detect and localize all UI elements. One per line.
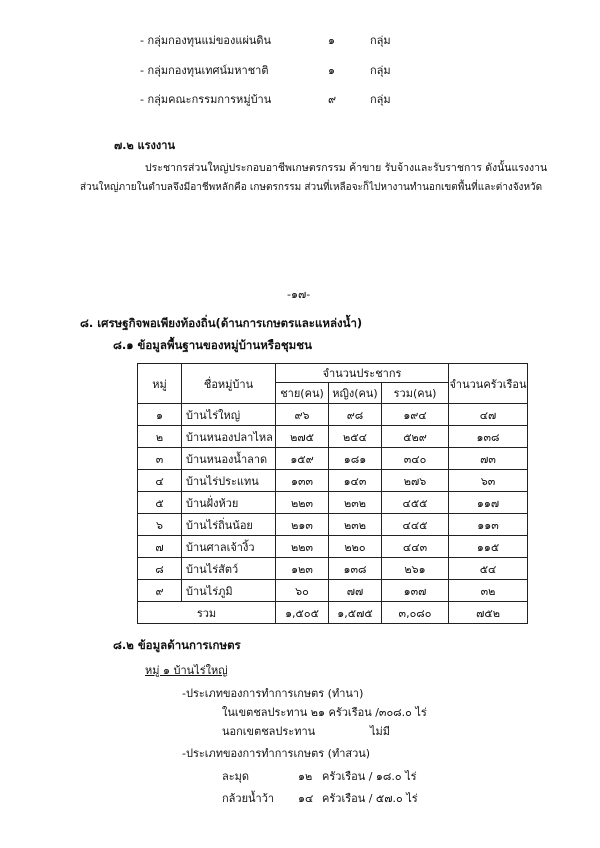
cell-village: บ้านไร่ใหญ่ (182, 404, 276, 426)
crop-name: กล้วยน้ำว้า (222, 792, 275, 805)
cell-households: ๔๗ (449, 404, 528, 426)
total-male: ๑,๕๐๕ (276, 602, 329, 624)
cell-male: ๑๓๓ (276, 470, 329, 492)
labor-line-1: ประชากรส่วนใหญ่ประกอบอาชีพเกษตรกรรม ค้าขาย รับจ้างและรับราชการ ดังนั้นแรงงาน (145, 162, 548, 174)
cell-moo: ๔ (138, 470, 182, 492)
table-row (138, 580, 528, 602)
group-unit-1: กลุ่ม (370, 34, 391, 47)
cell-households: ๗๓ (449, 448, 528, 470)
out-irrigation-label: นอกเขตชลประทาน (222, 725, 316, 738)
cell-total: ๕๒๙ (382, 426, 449, 448)
cell-total: ๔๕๕ (382, 492, 449, 514)
cell-households: ๑๑๗ (449, 492, 528, 514)
page-number: -๑๗- (287, 288, 311, 301)
group-count-1: ๑ (328, 34, 335, 47)
crop-count: ๑๔ (298, 792, 314, 805)
table-row (138, 448, 528, 470)
cell-female: ๙๘ (329, 404, 382, 426)
crop-detail: ครัวเรือน / ๕๗.๐ ไร่ (322, 792, 418, 805)
group-name-3: - กลุ่มคณะกรรมการหมู่บ้าน (140, 93, 272, 106)
header-village: ชื่อหมู่บ้าน (182, 364, 276, 404)
cell-total: ๓๔๐ (382, 448, 449, 470)
cell-male: ๑๕๙ (276, 448, 329, 470)
section-8-2-heading: ๘.๒ ข้อมูลด้านการเกษตร (113, 638, 241, 652)
table-row (138, 470, 528, 492)
header-population: จำนวนประชากร (276, 364, 449, 383)
cell-female: ๒๓๒ (329, 492, 382, 514)
cell-households: ๑๑๓ (449, 514, 528, 536)
group-name-1: - กลุ่มกองทุนแม่ของแผ่นดิน (140, 34, 272, 47)
cell-female: ๑๓๘ (329, 558, 382, 580)
total-households: ๗๕๒ (449, 602, 528, 624)
cell-village: บ้านไร่ประแทน (182, 470, 276, 492)
farming-type-rice: -ประเภทของการทำการเกษตร (ทำนา) (182, 687, 364, 700)
cell-moo: ๙ (138, 580, 182, 602)
cell-village: บ้านไร่ถิ่นน้อย (182, 514, 276, 536)
cell-male: ๒๑๓ (276, 514, 329, 536)
group-unit-2: กลุ่ม (370, 64, 391, 77)
header-female: หญิง(คน) (329, 383, 382, 404)
table-row (138, 558, 528, 580)
cell-total: ๔๔๕ (382, 514, 449, 536)
cell-moo: ๖ (138, 514, 182, 536)
header-total: รวม(คน) (382, 383, 449, 404)
cell-households: ๕๔ (449, 558, 528, 580)
cell-households: ๓๒ (449, 580, 528, 602)
total-label: รวม (138, 602, 276, 624)
section-8-heading: ๘. เศรษฐกิจพอเพียงท้องถิ่น(ด้านการเกษตรและแหล่งน้ำ) (80, 316, 363, 330)
cell-village: บ้านหนองปลาไหล (182, 426, 276, 448)
cell-moo: ๗ (138, 536, 182, 558)
total-female: ๑,๕๗๕ (329, 602, 382, 624)
cell-male: ๖๐ (276, 580, 329, 602)
cell-male: ๑๒๓ (276, 558, 329, 580)
table-row (138, 536, 528, 558)
cell-village: บ้านไร่ภูมิ (182, 580, 276, 602)
header-moo: หมู่ (138, 364, 182, 404)
header-male: ชาย(คน) (276, 383, 329, 404)
village-table (137, 363, 528, 624)
village-label: หมู่ ๑ บ้านไร่ใหญ่ (145, 664, 228, 677)
cell-moo: ๒ (138, 426, 182, 448)
table-row (138, 514, 528, 536)
cell-female: ๒๒๐ (329, 536, 382, 558)
in-irrigation-line: ในเขตชลประทาน ๒๑ ครัวเรือน /๓๐๘.๐ ไร่ (222, 706, 427, 719)
cell-female: ๗๗ (329, 580, 382, 602)
cell-moo: ๕ (138, 492, 182, 514)
table-total-row (138, 602, 528, 624)
cell-total: ๒๗๖ (382, 470, 449, 492)
cell-moo: ๘ (138, 558, 182, 580)
labor-heading: ๗.๒ แรงงาน (114, 139, 175, 152)
labor-line-2: ส่วนใหญ่ภายในตำบลจึงมีอาชีพหลักคือ เกษตรกรรม ส่วนที่เหลือจะก็ไปหางานทำนอกเขตพื้นที่และต่างจังหวัด (80, 182, 543, 193)
cell-households: ๑๑๕ (449, 536, 528, 558)
header-households: จำนวนครัวเรือน (449, 364, 528, 404)
cell-male: ๙๖ (276, 404, 329, 426)
cell-village: บ้านศาลเจ้างิ้ว (182, 536, 276, 558)
group-unit-3: กลุ่ม (370, 93, 391, 106)
crop-name: ละมุด (222, 770, 250, 783)
crop-detail: ครัวเรือน / ๑๘.๐ ไร่ (322, 770, 417, 783)
section-8-1-heading: ๘.๑ ข้อมูลพื้นฐานของหมู่บ้านหรือชุมชน (113, 338, 312, 352)
cell-households: ๖๓ (449, 470, 528, 492)
cell-male: ๒๗๕ (276, 426, 329, 448)
cell-female: ๒๕๔ (329, 426, 382, 448)
table-row (138, 492, 528, 514)
table-row (138, 404, 528, 426)
cell-male: ๒๒๓ (276, 536, 329, 558)
farming-type-orchard: -ประเภทของการทำการเกษตร (ทำสวน) (182, 747, 371, 760)
cell-total: ๑๙๔ (382, 404, 449, 426)
cell-female: ๑๔๓ (329, 470, 382, 492)
cell-village: บ้านฝั่งห้วย (182, 492, 276, 514)
cell-households: ๑๓๘ (449, 426, 528, 448)
cell-total: ๑๓๗ (382, 580, 449, 602)
cell-total: ๒๖๑ (382, 558, 449, 580)
cell-village: บ้านไร่สัตว์ (182, 558, 276, 580)
total-total: ๓,๐๘๐ (382, 602, 449, 624)
cell-moo: ๑ (138, 404, 182, 426)
cell-village: บ้านหนองน้ำลาด (182, 448, 276, 470)
cell-moo: ๓ (138, 448, 182, 470)
group-count-3: ๙ (328, 93, 337, 106)
crop-count: ๑๒ (298, 770, 313, 783)
cell-total: ๔๔๓ (382, 536, 449, 558)
out-irrigation-value: ไม่มี (370, 725, 391, 738)
cell-male: ๒๒๓ (276, 492, 329, 514)
group-count-2: ๑ (328, 64, 335, 77)
cell-female: ๒๓๒ (329, 514, 382, 536)
group-name-2: - กลุ่มกองทุนเทศน์มหาชาติ (140, 64, 269, 77)
table-row (138, 426, 528, 448)
cell-female: ๑๘๑ (329, 448, 382, 470)
